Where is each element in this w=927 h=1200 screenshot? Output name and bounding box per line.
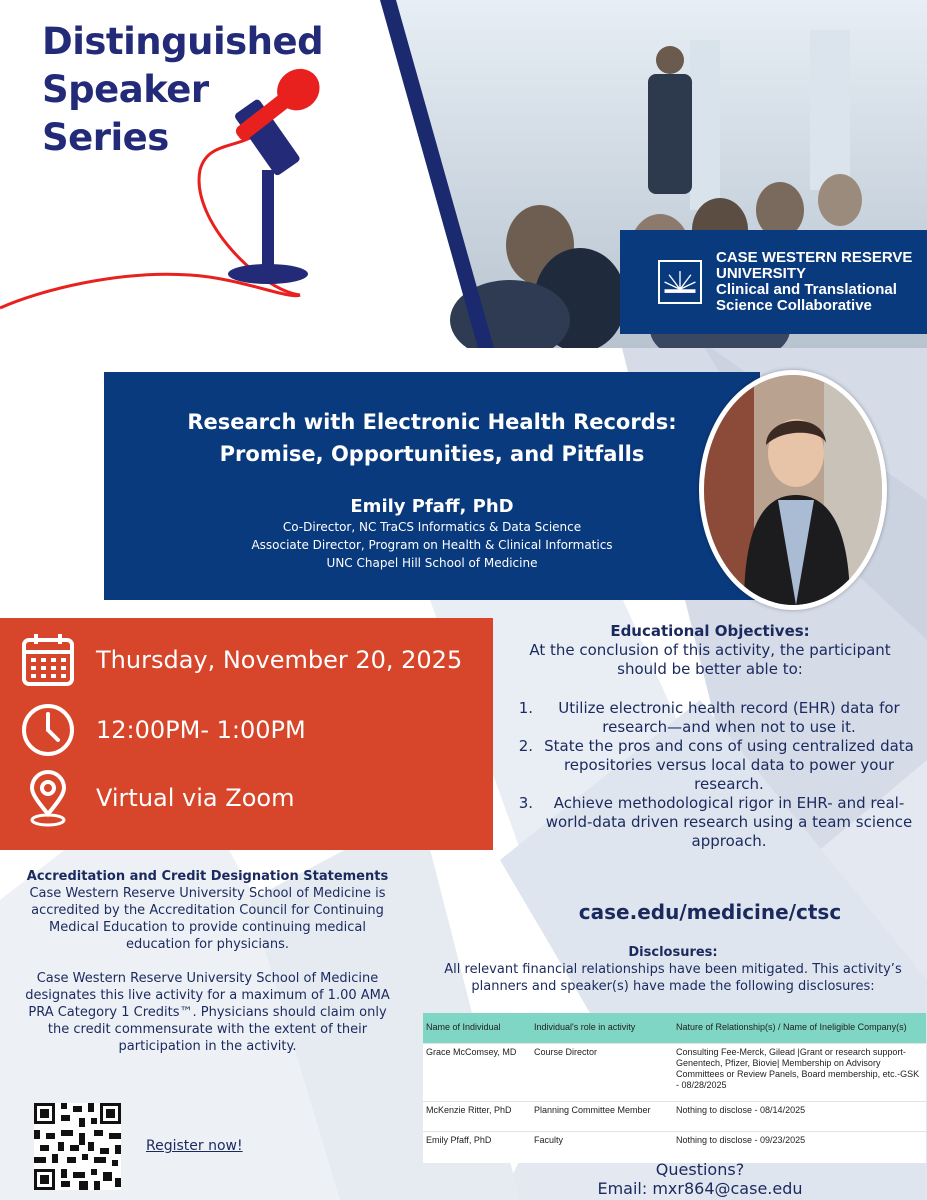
- objectives-list: [505, 699, 915, 851]
- event-date-row: [0, 630, 462, 690]
- table-cell: Consulting Fee-Merck, Gilead |Grant or research support-Genentech, Pfizer, Biovie| Membership on Advisory Committees or Review Panels, Board membership, etc.-GSK - 08/28/2025: [673, 1043, 926, 1101]
- event-time-row: [0, 700, 306, 760]
- institution-banner: [620, 230, 927, 334]
- table-cell: Nothing to disclose - 09/23/2025: [673, 1131, 926, 1163]
- objectives-intro: At the conclusion of this activity, the participant should be better able to:: [529, 641, 891, 678]
- table-row: [423, 1131, 926, 1163]
- sunburst-logo-icon: [658, 260, 702, 304]
- table-cell: Faculty: [531, 1131, 673, 1163]
- table-row: [423, 1101, 926, 1131]
- speaker-name: Emily Pfaff, PhD: [350, 496, 514, 517]
- objective-number: 1.: [518, 699, 533, 717]
- event-location-row: [0, 768, 294, 828]
- table-cell: McKenzie Ritter, PhD: [423, 1101, 531, 1131]
- objective-text: State the pros and cons of using centralized data repositories versus local data to power your research.: [544, 737, 914, 793]
- contact-email[interactable]: Email: mxr864@case.edu: [597, 1179, 803, 1198]
- accreditation-statement: Case Western Reserve University School of Medicine is accredited by the Accreditation Council for Continuing Medical Education to provide continuing medical education for physicians.: [29, 886, 386, 952]
- educational-objectives: [505, 622, 915, 851]
- talk-title: [104, 406, 760, 470]
- disclosures-section: [428, 944, 918, 995]
- table-cell: Nothing to disclose - 08/14/2025: [673, 1101, 926, 1131]
- objective-item: [505, 737, 915, 794]
- institution-name: [716, 250, 912, 314]
- objective-item: [505, 699, 915, 737]
- column-header: Name of Individual: [423, 1013, 531, 1043]
- questions-label: Questions?: [655, 1160, 745, 1179]
- series-title-line: Series: [42, 116, 169, 159]
- objective-text: Utilize electronic health record (EHR) data for research—and when not to use it.: [558, 699, 900, 736]
- questions-contact: [560, 1160, 840, 1198]
- event-date: Thursday, November 20, 2025: [96, 646, 463, 674]
- speaker-portrait: [699, 370, 887, 610]
- calendar-icon: [18, 630, 78, 690]
- objective-item: [505, 794, 915, 851]
- event-location: Virtual via Zoom: [96, 784, 295, 812]
- accreditation-heading: Accreditation and Credit Designation Statements: [26, 869, 389, 884]
- series-title-line: Speaker: [42, 68, 209, 111]
- objective-text: Achieve methodological rigor in EHR- and real-world-data driven research using a team science approach.: [545, 794, 913, 850]
- table-cell: Planning Committee Member: [531, 1101, 673, 1131]
- column-header: Nature of Relationship(s) / Name of Ineligible Company(s): [673, 1013, 926, 1043]
- qr-code-icon[interactable]: [34, 1103, 121, 1190]
- talk-info-box: [104, 372, 760, 600]
- register-link[interactable]: Register now!: [146, 1138, 243, 1154]
- objective-number: 3.: [518, 794, 533, 812]
- objectives-heading: Educational Objectives:: [610, 622, 810, 640]
- speaker-role: Co-Director, NC TraCS Informatics & Data Science: [282, 520, 582, 534]
- credit-designation-statement: Case Western Reserve University School of Medicine designates this live activity for a maximum of 1.00 AMA PRA Category 1 Credits™. Physicians should claim only the credit commensurate with the extent of their participation in the activity.: [25, 971, 390, 1054]
- table-header-row: [423, 1013, 926, 1043]
- speaker-role: Associate Director, Program on Health & Clinical Informatics: [251, 538, 613, 552]
- table-cell: Course Director: [531, 1043, 673, 1101]
- event-details-box: [0, 618, 493, 850]
- table-cell: Grace McComsey, MD: [423, 1043, 531, 1101]
- disclosures-heading: Disclosures:: [628, 945, 718, 960]
- talk-title-line: Research with Electronic Health Records:: [187, 410, 677, 434]
- table-row: [423, 1043, 926, 1101]
- column-header: Individual's role in activity: [531, 1013, 673, 1043]
- speaker-role: UNC Chapel Hill School of Medicine: [326, 556, 538, 570]
- speaker-photo: [704, 375, 882, 605]
- clock-icon: [18, 700, 78, 760]
- accreditation-section: [20, 868, 395, 1055]
- table-cell: Emily Pfaff, PhD: [423, 1131, 531, 1163]
- event-time: 12:00PM- 1:00PM: [96, 716, 306, 744]
- institution-line: Science Collaborative: [716, 297, 872, 314]
- talk-title-line: Promise, Opportunities, and Pitfalls: [219, 442, 645, 466]
- institution-line: CASE WESTERN RESERVE: [716, 249, 913, 266]
- disclosures-table: [423, 1013, 926, 1163]
- objective-number: 2.: [518, 737, 533, 755]
- disclosures-text: All relevant financial relationships have been mitigated. This activity’s planners and speaker(s) have made the following disclosures:: [444, 962, 902, 994]
- institution-line: Clinical and Translational: [716, 281, 897, 298]
- institution-line: UNIVERSITY: [716, 265, 807, 282]
- location-pin-icon: [18, 768, 78, 828]
- microphone-icon: [0, 60, 360, 320]
- website-link[interactable]: case.edu/medicine/ctsc: [578, 900, 842, 924]
- series-title-line: Distinguished: [42, 20, 324, 63]
